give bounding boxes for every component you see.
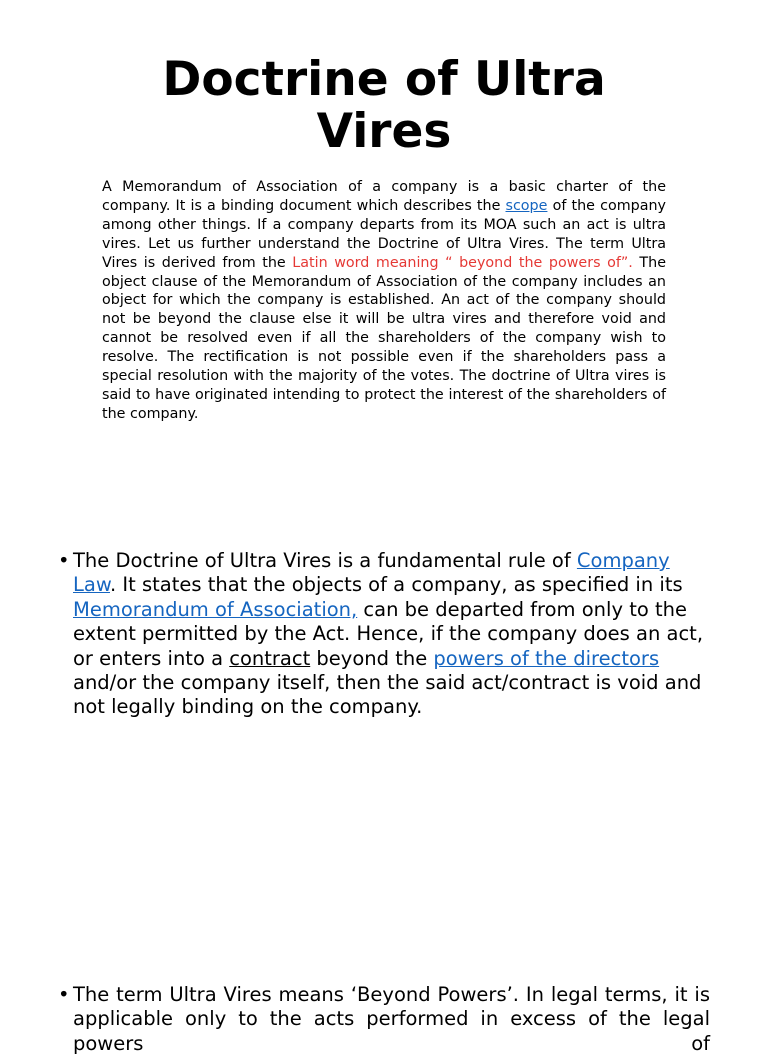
- bullet-text: [73, 549, 710, 720]
- intro-text-2: of the company among other things. If a company departs from its MOA such an act is ultra vires. Let us further understand the Doctrine of Ultra Vires. The term Ultra Vires is derived from the: [102, 197, 666, 271]
- latin-meaning-highlight: Latin word meaning “ beyond the powers of”.: [292, 254, 633, 271]
- bullet2-line-2: applicable only to the acts performed in excess of the legal powers of: [73, 1007, 710, 1055]
- page-title: [0, 54, 768, 158]
- bullet1-text-3: can be departed from only to the extent permitted by the Act. Hence, if the company does an act, or enters into a: [73, 597, 704, 670]
- intro-text-1: A Memorandum of Association of a company is a basic charter of the company. It is a binding document which describes the: [102, 179, 666, 214]
- bullet-marker: •: [58, 983, 70, 1006]
- company-law-link[interactable]: Company Law: [73, 549, 670, 597]
- intro-text-3: The object clause of the Memorandum of Association of the company includes an object for which the company is established. An act of the company should not be beyond the clause else it will be ultra vires and therefore void and cannot be resolved even if all the shareholders of the company wish to resolve. The rectification is not possible even if the shareholders pass a special resolution with the majority of the votes. The doctrine of Ultra vires is said to have originated intending to protect the interest of the shareholders of the company.: [102, 254, 666, 422]
- bullet-item-ultra-vires-meaning: [58, 983, 710, 1056]
- bullet1-text-2: . It states that the objects of a company, as specified in its: [109, 573, 683, 597]
- intro-paragraph: [102, 178, 666, 424]
- bullet2-line-1: The term Ultra Vires means ‘Beyond Powers’. In legal terms, it is: [73, 983, 710, 1006]
- powers-of-directors-link[interactable]: powers of the directors: [433, 646, 660, 670]
- bullet1-text-4: beyond the: [310, 646, 434, 670]
- bullet1-text-1: The Doctrine of Ultra Vires is a fundamental rule of: [73, 549, 577, 572]
- bullet-item-doctrine: [58, 549, 710, 720]
- scope-link[interactable]: scope: [505, 197, 548, 214]
- contract-link[interactable]: contract: [229, 646, 311, 670]
- title-line-1: Doctrine of Ultra: [162, 52, 606, 107]
- title-line-2: Vires: [316, 104, 452, 159]
- bullet1-text-5: and/or the company itself, then the said act/contract is void and not legally binding on the company.: [73, 671, 702, 719]
- memorandum-link[interactable]: Memorandum of Association,: [73, 597, 358, 621]
- bullet-marker: •: [58, 549, 70, 572]
